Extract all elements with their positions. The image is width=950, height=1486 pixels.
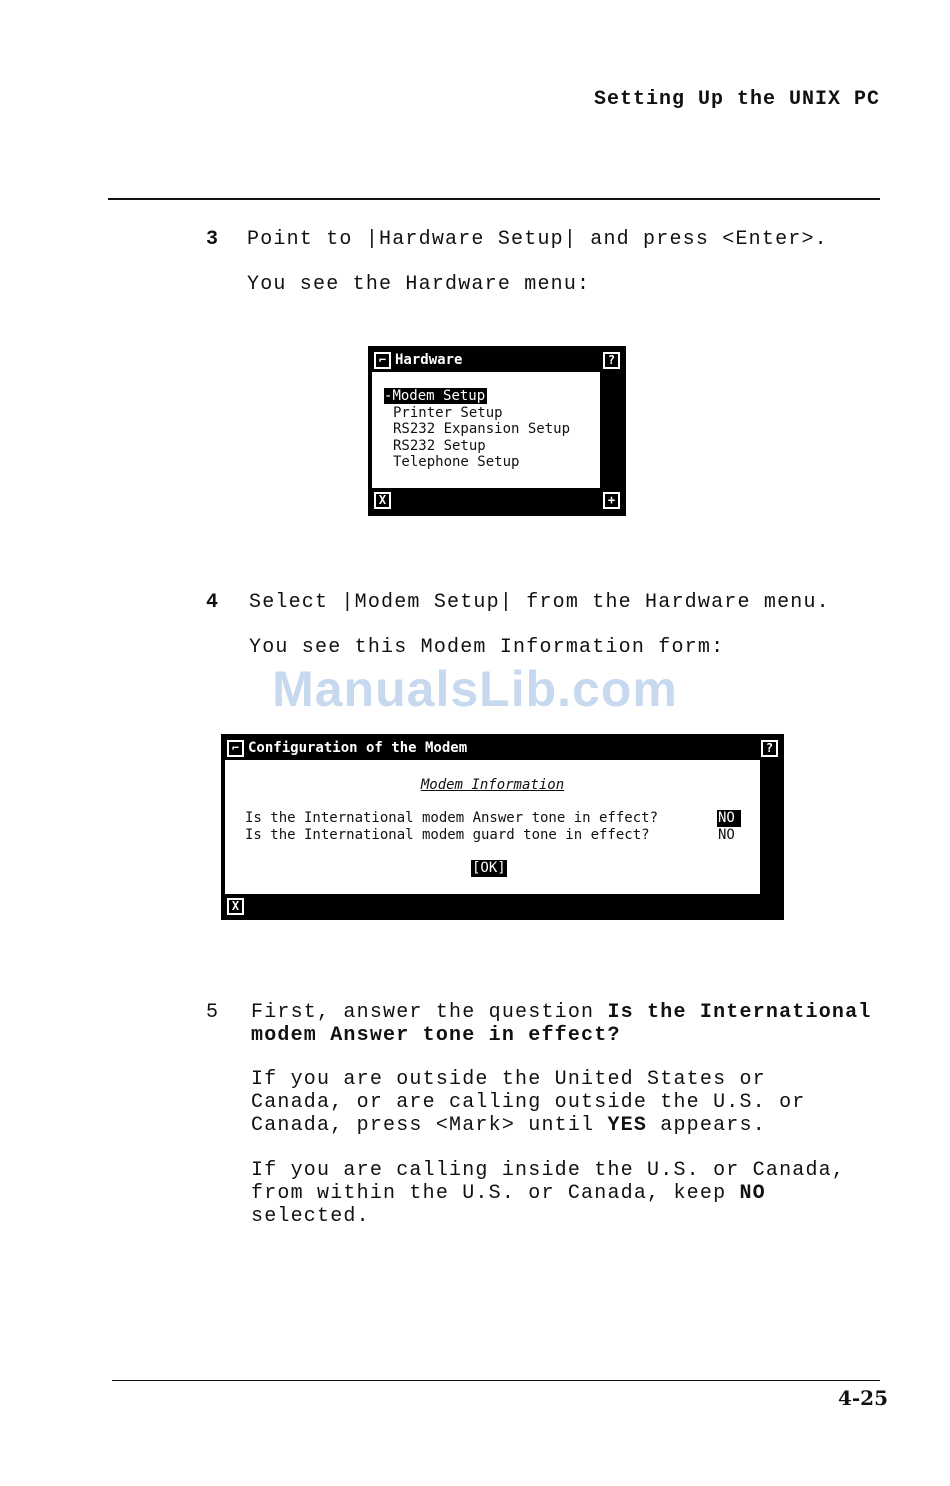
hardware-menu-list bbox=[372, 372, 600, 488]
menu-item-rs232-expansion-setup[interactable]: RS232 Expansion Setup bbox=[393, 421, 571, 437]
step-5-paragraph-2: If you are calling inside the U.S. or Canada, from within the U.S. or Canada, keep NO selected. bbox=[251, 1159, 846, 1228]
resize-icon[interactable]: + bbox=[603, 492, 620, 509]
modem-window-titlebar bbox=[223, 736, 782, 760]
menu-item-rs232-setup[interactable]: RS232 Setup bbox=[393, 437, 486, 454]
ok-button[interactable]: [OK] bbox=[472, 860, 506, 876]
watermark: ManualsLib.com bbox=[272, 661, 678, 717]
hardware-menu-window bbox=[368, 346, 626, 516]
menu-item-printer-setup[interactable]: Printer Setup bbox=[393, 404, 503, 421]
help-icon[interactable]: ? bbox=[761, 740, 778, 757]
close-icon[interactable]: X bbox=[227, 898, 244, 915]
close-icon[interactable]: X bbox=[374, 492, 391, 509]
footer-divider bbox=[112, 1380, 880, 1381]
answer-tone-value[interactable]: NO bbox=[717, 810, 741, 827]
step-4-number: 4 bbox=[206, 591, 220, 614]
step-5-number: 5 bbox=[206, 1001, 220, 1024]
modem-info-form bbox=[225, 760, 760, 894]
page-header-title: Setting Up the UNIX PC bbox=[593, 88, 880, 111]
modem-window-footer bbox=[223, 894, 782, 918]
hardware-window-title: Hardware bbox=[395, 352, 463, 368]
step-4-subtext: You see this Modem Information form: bbox=[249, 636, 725, 659]
hardware-window-titlebar bbox=[370, 348, 624, 372]
window-menu-icon[interactable]: ⌐ bbox=[374, 352, 391, 369]
menu-item-modem-setup[interactable]: -Modem Setup bbox=[384, 388, 486, 404]
window-menu-icon[interactable]: ⌐ bbox=[227, 740, 244, 757]
step-3-text: Point to |Hardware Setup| and press <Enter>. bbox=[247, 228, 828, 251]
hardware-window-footer bbox=[370, 488, 624, 512]
step-4-text: Select |Modem Setup| from the Hardware menu. bbox=[249, 591, 830, 614]
modem-window-title: Configuration of the Modem bbox=[248, 740, 468, 756]
menu-item-telephone-setup[interactable]: Telephone Setup bbox=[393, 454, 520, 470]
page-number: 4-25 bbox=[837, 1386, 888, 1410]
question-answer-tone: Is the International modem Answer tone in effect? bbox=[245, 810, 659, 826]
step-5-paragraph-1: If you are outside the United States or Canada, or are calling outside the U.S. or Canada, press <Mark> until YES appears. bbox=[251, 1068, 806, 1137]
question-guard-tone: Is the International modem guard tone in effect? bbox=[245, 827, 650, 843]
step-5-text: First, answer the question Is the International modem Answer tone in effect? bbox=[251, 1001, 872, 1047]
modem-config-window bbox=[221, 734, 784, 920]
header-divider bbox=[108, 198, 880, 200]
help-icon[interactable]: ? bbox=[603, 352, 620, 369]
guard-tone-value[interactable]: NO bbox=[718, 827, 735, 843]
step-3-subtext: You see the Hardware menu: bbox=[247, 273, 591, 296]
step-3-number: 3 bbox=[206, 228, 220, 251]
form-heading: Modem Information bbox=[420, 777, 565, 793]
